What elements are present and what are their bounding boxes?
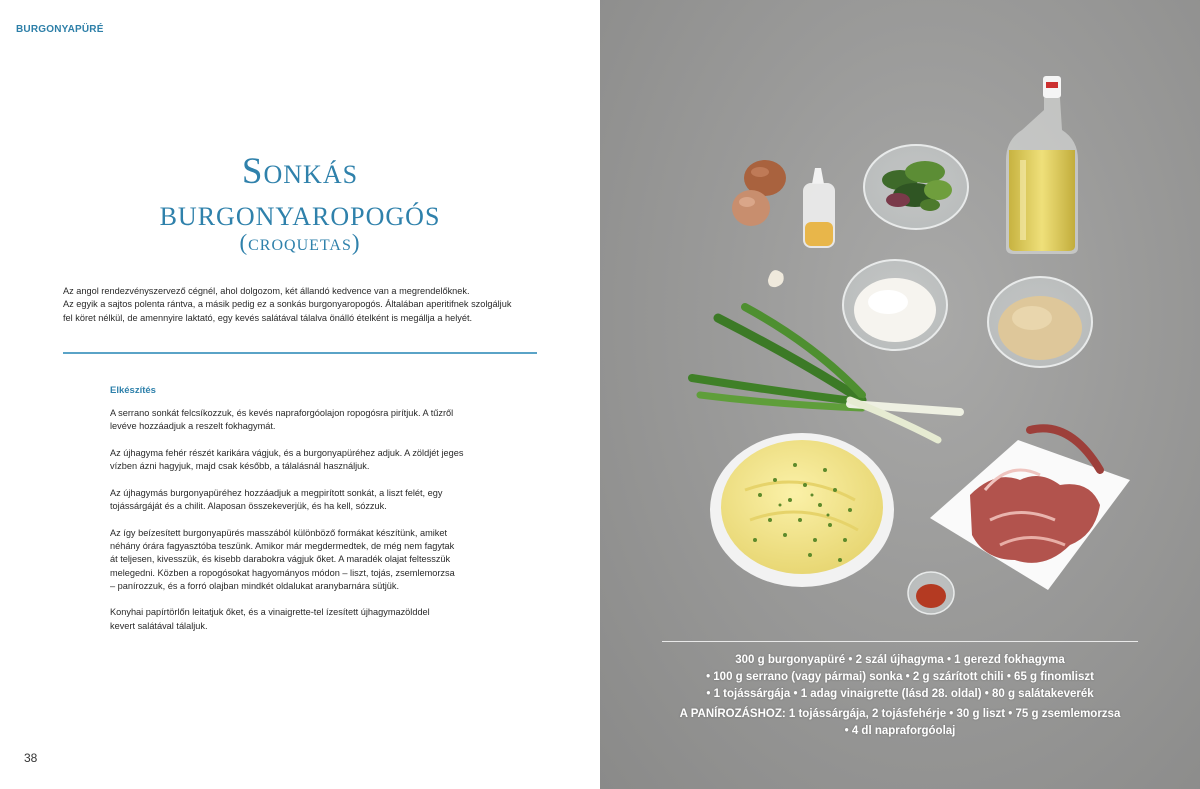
step-line: levéve hozzáadjuk a reszelt fokhagymát. [110,421,276,432]
step-paragraph [110,527,495,593]
step-line: Konyhai papírtörlőn leitatjuk őket, és a vinaigrette-tel ízesített újhagymazölddel [110,607,430,618]
eggs-illustration [732,160,786,226]
step-paragraph [110,407,495,434]
salad-bowl-illustration [864,145,968,229]
step-paragraph [110,487,495,514]
recipe-title-line-1: Sonkás [241,151,359,192]
preparation-heading: Elkészítés [110,385,156,396]
breadcrumbs-bowl-illustration [988,277,1092,367]
ham-plate-illustration [930,428,1130,590]
intro-line: fel köret nélkül, de amennyire laktató, egy kevés salátával tálalva önálló ételként is megállja a helyét. [63,312,473,323]
ingredients-photo [600,0,1200,789]
step-line: – panírozzuk, és a forró olajban mindkét oldalukat aranybarnára sütjük. [110,580,400,591]
ingredient-line: 300 g burgonyapüré • 2 szál újhagyma • 1 gerezd fokhagyma [735,654,1065,666]
divider-rule [63,352,537,354]
ingredients-divider [662,641,1138,642]
step-line: melegedni. Közben a ropogósokat hagyományos módon – liszt, tojás, zsemlemorzsa [110,567,455,578]
breading-line: A PANÍROZÁSHOZ: 1 tojássárgája, 2 tojásfehérje • 30 g liszt • 75 g zsemlemorzsa [679,708,1121,720]
oil-bottle-illustration [1006,76,1078,254]
step-paragraph [110,447,495,474]
preparation-steps [110,407,495,646]
breading-line: • 4 dl napraforgóolaj [844,725,956,737]
chili-bowl-illustration [908,572,954,614]
recipe-subtitle: (croquetas) [239,230,361,255]
step-line: tojássárgáját és a chilit. Alaposan összekeverjük, és ha kell, sózzuk. [110,501,387,512]
step-line: vízben ázni hagyjuk, majd csak később, a tálalásnál használjuk. [110,461,370,472]
ingredient-line: • 100 g serrano (vagy pármai) sonka • 2 g szárított chili • 65 g finomliszt [706,671,1094,683]
vinaigrette-bottle-illustration [803,168,835,248]
step-line: Az újhagyma fehér részét karikára vágjuk, és a burgonyapüréhez adjuk. A zöldjét jeges [110,447,464,458]
step-line: Az újhagymás burgonyapüréhez hozzáadjuk a megpirított sonkát, a liszt felét, egy [110,487,443,498]
garlic-clove-illustration [768,270,784,287]
flour-bowl-illustration [843,260,947,350]
breading-ingredients [648,706,1152,740]
ingredient-line: • 1 tojássárgája • 1 adag vinaigrette (lásd 28. oldal) • 80 g salátakeverék [706,688,1094,700]
step-line: Az így beízesített burgonyapürés masszából különböző formákat készítünk, amiket [110,527,448,538]
intro-line: Az angol rendezvényszervező cégnél, ahol dolgozom, két állandó kedvence van a megrendelőknek. [63,286,470,296]
mashed-potato-bowl-illustration [710,433,894,587]
step-line: át teljesen, kivesszük, és kisebb darabokra vágjuk őket. A maradék olajat feltesszük [110,554,451,565]
step-line: néhány órára fagyasztóba teszünk. Amikor már megdermedtek, de még nem fagytak [110,540,455,551]
step-line: A serrano sonkát felcsíkozzuk, és kevés napraforgóolajon ropogósra pirítjuk. A tűzről [110,408,454,418]
ingredients-list [648,652,1152,740]
intro-paragraph [63,285,541,325]
step-paragraph [110,606,495,633]
recipe-title-line-2: burgonyaropogós [159,193,441,234]
intro-line: Az egyik a sajtos polenta rántva, a másik pedig ez a sonkás burgonyaropogós. Általában aperitifnek szolgáljuk [63,299,512,310]
page-number: 38 [24,751,38,765]
step-line: kevert salátával tálaljuk. [110,620,208,631]
section-label: BURGONYAPÜRÉ [16,24,104,35]
